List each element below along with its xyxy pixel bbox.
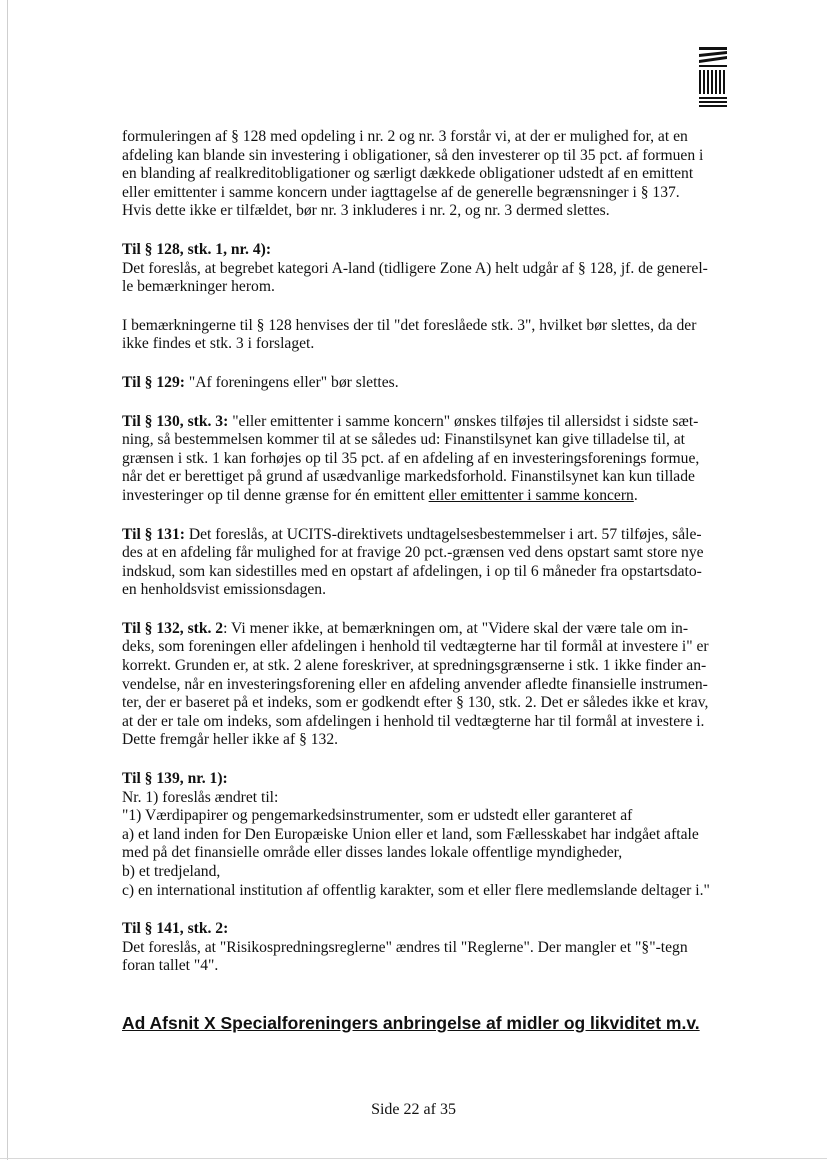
intro-line: afdeling kan blande sin investering i obligationer, så den investerer op til 35 pct. af formuen i bbox=[122, 146, 704, 164]
section-131-line: indskud, som kan sidestilles med en opstart af afdelingen, i op til 6 måneder fra opstartsdato- bbox=[122, 562, 702, 580]
section-139-line: med på det finansielle område eller disses landes lokale offentlige myndigheder, bbox=[122, 844, 623, 862]
section-130-first-line-text: "eller emittenter i samme koncern" ønskes tilføjes til allersidst i sidste sæt- bbox=[228, 412, 699, 430]
section-128-nr4-line: Det foreslås, at begrebet kategori A-land (tidligere Zone A) helt udgår af § 128, jf. de generel- bbox=[122, 259, 708, 277]
section-132-line: Dette fremgår heller ikke af § 132. bbox=[122, 731, 339, 749]
document-body bbox=[122, 128, 764, 996]
section-130 bbox=[122, 413, 764, 506]
section-132-line: korrekt. Grunden er, at stk. 2 alene foreskriver, at spredningsgrænserne i stk. 1 ikke finder an- bbox=[122, 657, 707, 675]
section-128-nr4-heading: Til § 128, stk. 1, nr. 4): bbox=[122, 240, 272, 258]
section-132-heading: Til § 132, stk. 2 bbox=[122, 619, 224, 637]
section-130-first-line bbox=[122, 413, 764, 432]
section-132-line: vendelse, når en investeringsforening eller en afdeling anvender afledte finansielle instrumen- bbox=[122, 675, 708, 693]
section-141 bbox=[122, 920, 764, 976]
section-141-line: foran tallet "4". bbox=[122, 957, 219, 975]
intro-line: formuleringen af § 128 med opdeling i nr. 2 og nr. 3 forstår vi, at der er mulighed for, at en bbox=[122, 128, 688, 145]
section-128-nr4-line: le bemærkninger herom. bbox=[122, 278, 275, 296]
section-129-line bbox=[122, 374, 764, 393]
section-132-first-line-text: : Vi mener ikke, at bemærkningen om, at "Videre skal der være tale om in- bbox=[223, 619, 689, 637]
page-bottom-edge bbox=[0, 1158, 827, 1159]
section-129-text: "Af foreningens eller" bør slettes. bbox=[184, 373, 399, 391]
section-141-line: Det foreslås, at "Risikospredningsreglerne" ændres til "Reglerne". Der mangler et "§"-tegn bbox=[122, 938, 688, 956]
section-131 bbox=[122, 526, 764, 600]
section-131-line: des at en afdeling får mulighed for at fravige 20 pct.-grænsen ved dens opstart samt store nye bbox=[122, 544, 704, 562]
section-139-line: c) en international institution af offentlig karakter, som et eller flere medlemslande deltager i." bbox=[122, 881, 710, 899]
section-139-line: "1) Værdipapirer og pengemarkedsinstrumenter, som er udstedt eller garanteret af bbox=[122, 807, 633, 825]
chapter-heading: Ad Afsnit X Specialforeningers anbringelse af midler og likviditet m.v. bbox=[122, 1013, 700, 1033]
section-130-last-line-start: investeringer op til denne grænse for én emittent bbox=[122, 486, 429, 504]
section-129-heading: Til § 129: bbox=[122, 373, 185, 391]
page-left-edge bbox=[7, 0, 8, 1160]
section-132-line: ter, der er baseret på et indeks, som er godkendt efter § 130, stk. 2. Det er således ikke et krav, bbox=[122, 694, 709, 712]
striped-emblem-icon bbox=[698, 46, 728, 108]
section-139-heading: Til § 139, nr. 1): bbox=[122, 770, 228, 788]
section-139-line: b) et tredjeland, bbox=[122, 863, 221, 880]
section-129 bbox=[122, 374, 764, 393]
section-139 bbox=[122, 770, 764, 900]
section-128-remarks-line: ikke findes et stk. 3 i forslaget. bbox=[122, 335, 315, 353]
section-131-first-line bbox=[122, 526, 764, 545]
page-number: Side 22 af 35 bbox=[371, 1101, 456, 1118]
section-141-heading: Til § 141, stk. 2: bbox=[122, 920, 229, 938]
section-130-heading: Til § 130, stk. 3: bbox=[122, 412, 229, 430]
section-131-line: en henholdsvist emissionsdagen. bbox=[122, 581, 326, 599]
section-128-remarks bbox=[122, 317, 764, 354]
section-132 bbox=[122, 620, 764, 750]
section-139-line: Nr. 1) foreslås ændret til: bbox=[122, 788, 279, 806]
section-131-heading: Til § 131: bbox=[122, 525, 185, 543]
intro-line: eller emittenter i samme koncern under iagttagelse af de generelle begrænsninger i § 137. bbox=[122, 183, 680, 201]
section-128-remarks-line: I bemærkningerne til § 128 henvises der til "det foreslåede stk. 3", hvilket bør slettes, da der bbox=[122, 316, 697, 334]
intro-paragraph bbox=[122, 128, 764, 221]
section-131-first-line-text: Det foreslås, at UCITS-direktivets undtagelsesbestemmelser i art. 57 tilføjes, såle- bbox=[184, 525, 702, 543]
section-130-last-line bbox=[122, 487, 764, 506]
section-130-last-line-end: . bbox=[633, 486, 638, 504]
section-132-line: deks, som foreningen eller afdelingen i henhold til vedtægterne har til formål at investere i" er bbox=[122, 638, 709, 656]
section-130-line: ning, så bestemmelsen kommer til at se således ud: Finanstilsynet kan give tilladelse til, at bbox=[122, 431, 685, 449]
section-130-underlined-text: eller emittenter i samme koncern bbox=[428, 486, 634, 504]
section-132-first-line bbox=[122, 620, 764, 639]
section-128-nr4 bbox=[122, 241, 764, 297]
section-130-line: grænsen i stk. 1 kan forhøjes op til 35 pct. af en afdeling af en investeringsforenings formue, bbox=[122, 449, 700, 467]
section-139-line: a) et land inden for Den Europæiske Union eller et land, som Fællesskabet har indgået aftale bbox=[122, 825, 699, 843]
intro-line: Hvis dette ikke er tilfældet, bør nr. 3 inkluderes i nr. 2, og nr. 3 dermed slettes. bbox=[122, 202, 610, 220]
section-132-line: at der er tale om indeks, som afdelingen i henhold til vedtægterne har til formål at investere i. bbox=[122, 712, 705, 730]
section-130-line: når det er berettiget på grund af usædvanlige markedsforhold. Finanstilsynet kan kun tillade bbox=[122, 468, 695, 486]
intro-line: en blanding af realkreditobligationer og særligt dækkede obligationer udstedt af en emittent bbox=[122, 165, 694, 183]
